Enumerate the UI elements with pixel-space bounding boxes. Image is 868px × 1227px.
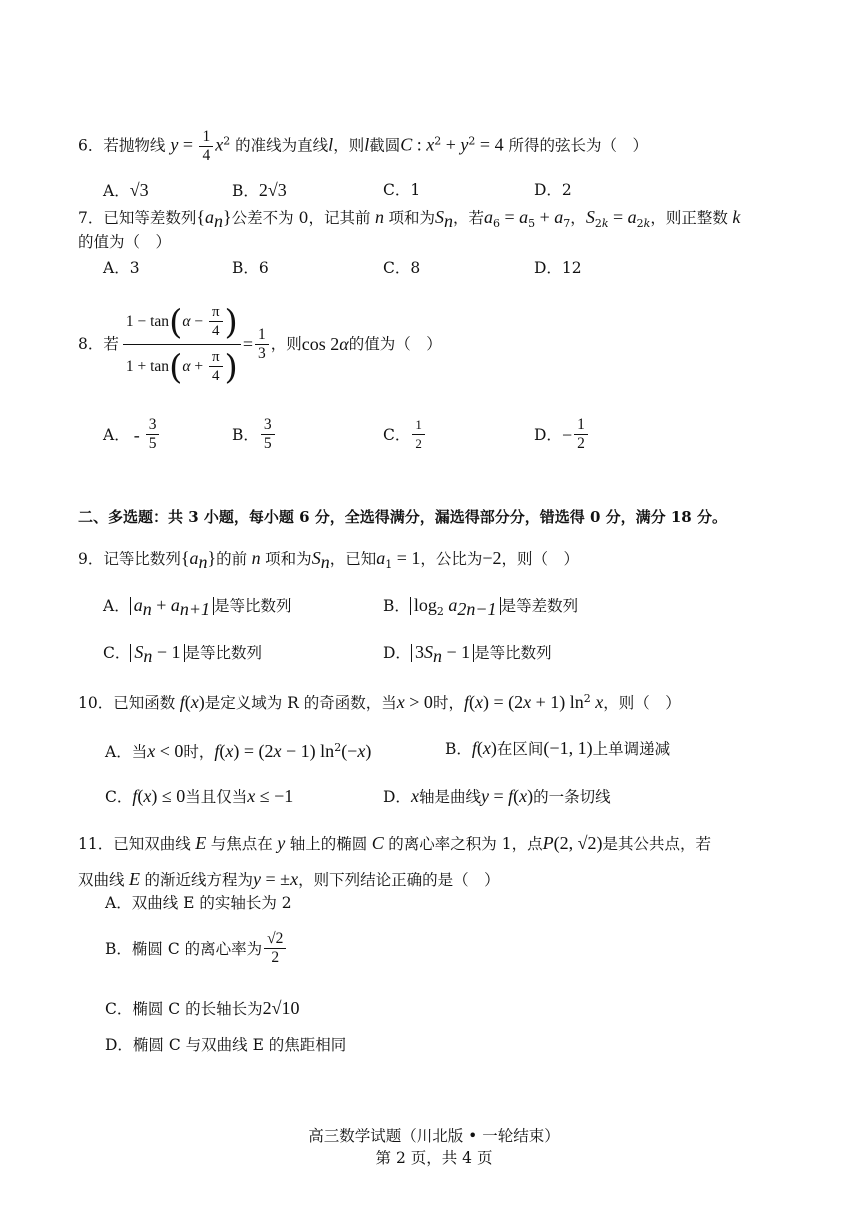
q7-option-c: C．8	[383, 259, 421, 277]
q9-option-d: D． $3S_n - 1$ 是等比数列	[383, 642, 552, 667]
footer-title: 高三数学试题（川北版 • 一轮结束）	[308, 1127, 560, 1145]
section-heading: 二、多选题：共 3 小题，每小题 6 分，全选得满分，漏选得部分分，错选得 0 分，满分 18 分。	[78, 508, 727, 526]
q7-stem-line2: 的值为（ ）	[78, 233, 172, 251]
q6-stem: 6．若抛物线 y = $\frac{1}{4}$ $x^2$ 的准线为直线l，则l截圆C : $x^2 + y^2 = 4$ 所得的弦长为（ ）	[78, 128, 649, 164]
q9-option-b: B． $\log_2 a_{2n-1}$ 是等差数列	[383, 595, 579, 620]
q6-option-a: A．√3	[103, 180, 149, 200]
q9-option-a: A． $a_n + a_{n+1}$ 是等比数列	[103, 595, 292, 620]
q6-option-d: D．2	[534, 181, 572, 199]
q6-option-c: C．1	[383, 181, 421, 199]
q10-option-a: A．当x < 0时，f(x) = (2x − 1) $\ln^2(-x)$	[105, 741, 372, 762]
q10-stem: 10．已知函数 f(x)是定义域为 R 的奇函数，当x > 0时，f(x) = (2x + 1) $\ln^2 x$，则（ ）	[78, 692, 681, 713]
q10-option-c: C．f(x) ≤ 0当且仅当x ≤ −1	[105, 786, 294, 806]
q11-option-a: A．双曲线 E 的实轴长为 2	[105, 894, 292, 912]
q11-option-d: D．椭圆 C 与双曲线 E 的焦距相同	[105, 1036, 347, 1054]
q10-option-b: B．f(x)在区间(−1, 1)上单调递减	[445, 738, 671, 758]
q11-stem-line1: 11．已知双曲线 E 与焦点在 y 轴上的椭圆 C 的离心率之积为 1，点P(2, √2)是其公共点，若	[78, 833, 711, 853]
q7-option-a: A．3	[103, 259, 140, 277]
q11-option-b: B．椭圆 C 的离心率为 $\frac{√2}{2}$	[105, 930, 288, 967]
q8-option-d: D． − $\frac{1}{2}$	[534, 416, 590, 453]
q7-stem-line1: 7．已知等差数列$\{a_n\}$公差不为 0，记其前 n 项和为$S_n$，若$a_6 = a_5 + a_7$，$S_{2k} = a_{2k}$，则正整数 k	[78, 207, 741, 232]
q7-option-b: B．6	[232, 259, 269, 277]
q11-stem-line2: 双曲线 E 的渐近线方程为y = ±x，则下列结论正确的是（ ）	[78, 869, 500, 889]
q8-option-b: B． $\frac{3}{5}$	[232, 416, 277, 453]
q7-option-d: D．12	[534, 259, 582, 277]
q9-stem: 9．记等比数列$\{a_n\}$的前 n 项和为$S_n$，已知$a_1 = 1$，公比为−2，则（ ）	[78, 548, 580, 573]
q8-option-c: C． $\frac{1}{2}$	[383, 416, 427, 453]
q6-option-b: B．2√3	[232, 180, 287, 200]
footer-page-number: 第 2 页，共 4 页	[375, 1149, 493, 1167]
q8-stem: 8．若 1 − tan(α − $\frac{\pi}{4}$ ) 1 + tan(α + $\frac{\pi}{4}$ ) = $\frac{1}{3}$ ，则 cos 2α 的值为（ ）	[78, 294, 442, 394]
q8-big-fraction: 1 − tan(α − $\frac{\pi}{4}$ ) 1 + tan(α + $\frac{\pi}{4}$ )	[123, 300, 241, 389]
q10-option-d: D．x轴是曲线y = f(x)的一条切线	[383, 786, 611, 806]
q8-option-a: A． - $\frac{3}{5}$	[103, 416, 161, 453]
q11-option-c: C．椭圆 C 的长轴长为2√10	[105, 998, 300, 1018]
q9-option-c: C． $S_n - 1$ 是等比数列	[103, 642, 263, 667]
